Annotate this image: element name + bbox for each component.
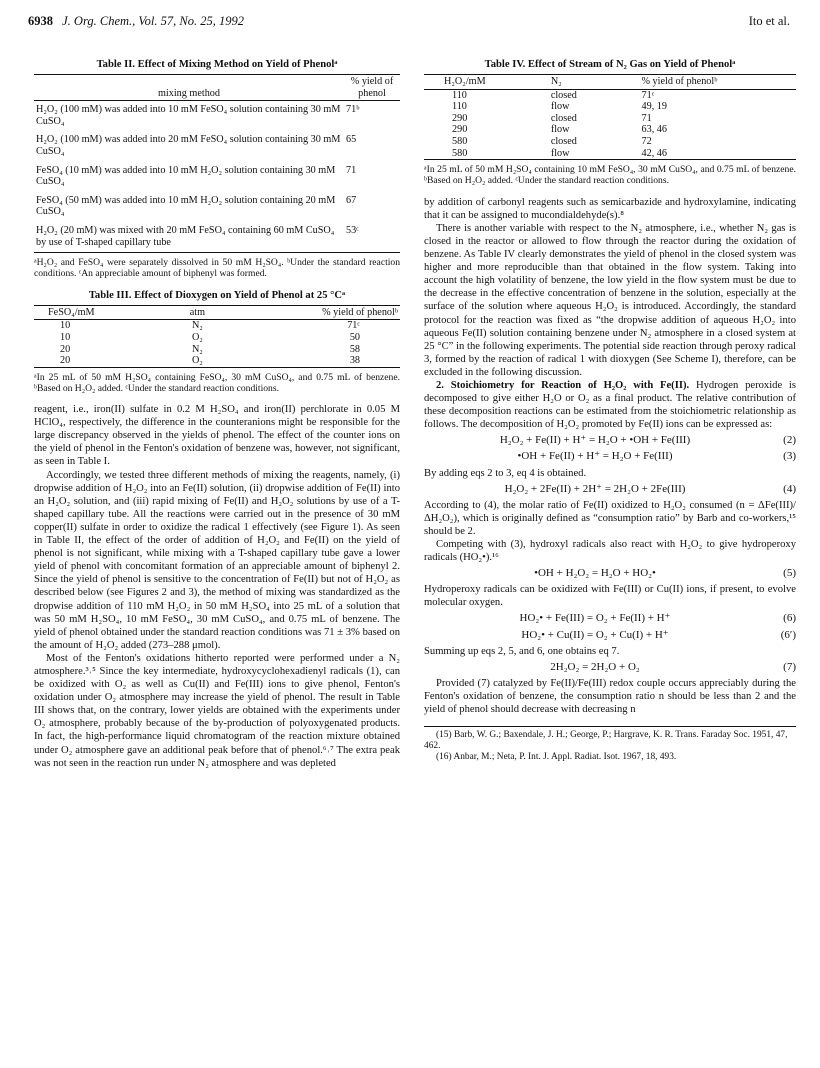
table-cell: 10: [60, 320, 71, 332]
equation-5: [424, 567, 796, 580]
equation-number: (7): [783, 660, 796, 673]
table-cell: H₂O₂ (100 mM) was added into 20 mM FeSO₄ solution containing 30 mM CuSO₄: [36, 134, 341, 158]
body-paragraph: Hydrogen peroxide is decomposed to give either H₂O or O₂ as a final product. The relative contribution of these decomposition reactions can be estimated from the stoichiometric relationship as follows. The decomposition of H₂O₂ promoted by Fe(II) ions can be expressed as:: [424, 379, 797, 431]
equation-text: •OH + H₂O₂ = H₂O + HO₂•: [534, 567, 656, 580]
table-3-header-atm: atm: [176, 305, 220, 320]
table-2: [34, 58, 400, 280]
body-paragraph: by addition of carbonyl reagents such as semicarbazide and hydroxylamine, indicating that it can be assigned to mucondialdehyde(s).⁸: [424, 196, 796, 221]
body-paragraph: Accordingly, we tested three different methods of mixing the reagents, namely, (i) dropwise addition of H₂O₂ into an Fe(II) solution, (ii) dropwise addition of Fe(II) into an H₂O₂ solution, and (iii) rapid mixing of Fe(II) and H₂O₂ solutions by use of a T-shaped capillary tube. All the reactions were carried out in the presence of 30 mM copper(II) sulfate in order to oxidize the radical 1 effectively (see Figure 1). As seen in Table II, the effect of the order of addition of H₂O₂ and Fe(II) on the yield of phenol is not significant, while mixing with a T-shaped capillary tube gave a lower yield of phenol with concomitant formation of an appreciable amount of biphenyl 2. Since the yield of phenol is sensitive to the concentration of Fe(II) but not of H₂O₂ as described below (see Figures 2 and 3), the method of mixing was standardized as the dropwise addition of 110 mM H₂O₂ in 50 mM H₂SO₄ into 25 mL of a solution that was 50 mM H₂SO₄, 10 mM FeSO₄, 30 mM CuSO₄, and 0.75 mL of benzene. The yield of phenol obtained under the standard reaction conditions was 71 ± 3% based on the amount of H₂O₂ added (273–288 μmol).: [34, 469, 400, 651]
table-3-footnote: ᵃIn 25 mL of 50 mM H₂SO₄ containing FeSO₄, 30 mM CuSO₄, and 0.75 mL of benzene. ᵇBased on H₂O₂ added. ᶜUnder the standard reaction conditions.: [34, 371, 400, 394]
equation-7: [424, 661, 796, 674]
table-cell: flow: [550, 124, 570, 136]
equation-text: HO₂• + Cu(II) = O₂ + Cu(I) + H⁺: [521, 628, 669, 641]
table-cell: O₂: [191, 331, 203, 343]
section-heading: 2. Stoichiometry for Reaction of H₂O₂ with Fe(II).: [436, 379, 690, 391]
table-cell: 58: [349, 343, 360, 355]
left-column: [34, 58, 400, 770]
equation-number: (5): [783, 567, 796, 580]
table-cell: closed: [550, 89, 577, 101]
equation-number: (3): [783, 450, 796, 463]
table-cell: 63, 46: [641, 124, 667, 136]
equation-2: [424, 434, 796, 447]
table-4-header-yield: % yield of phenolᵇ: [612, 75, 796, 90]
table-2-grid: [34, 74, 400, 253]
equation-number: (6′): [780, 628, 796, 641]
body-paragraph: reagent, i.e., iron(II) sulfate in 0.2 M H₂SO₄ and iron(II) perchlorate in 0.05 M HClO₄, respectively, the difference in the counteranions might be responsible for the large discrepancy observed in the yields of phenol. The effect of the counter ions on the yield of phenol in the Fenton's oxidation of benzene was, however, not significant, as seen in Table I.: [34, 404, 400, 468]
table-cell: 65: [346, 134, 357, 146]
table-cell: 290: [452, 124, 468, 136]
table-row: [424, 124, 796, 136]
table-row: [34, 162, 400, 192]
table-cell: flow: [550, 101, 570, 113]
table-4-header-n2: N₂: [533, 75, 612, 90]
equation-text: HO₂• + Fe(III) = O₂ + Fe(II) + H⁺: [519, 612, 671, 625]
table-cell: 71: [641, 112, 652, 124]
table-cell: 50: [349, 331, 360, 343]
right-column: [424, 58, 796, 763]
equation-3: [424, 450, 796, 463]
page-header: [28, 14, 790, 32]
equation-number: (2): [783, 434, 796, 447]
body-paragraph: Most of the Fenton's oxidations hitherto reported were performed under a N₂ atmosphere.³˒⁵ Since the key intermediate, hydroxycyclohexadienyl radicals (1), can be oxidized with O₂ as well as Cu(II) and Fe(III) ions to give phenol, Fenton's oxidation under O₂ atmosphere may increase the yield of phenol. The result in Table III shows that, on the contrary, lower yields are obtained with the experiments under O₂ atmosphere, probably because of the by-production of polyoxygenated products. In fact, the high-performance liquid chromatogram of the reaction mixture obtained under O₂ atmosphere gave an additional peak before that of phenol.⁶˒⁷ The extra peak was not seen in the reaction run under N₂ atmosphere and was depleted: [34, 652, 400, 769]
page-number: 6938: [28, 14, 53, 28]
table-cell: 71ᶜ: [347, 320, 360, 332]
table-row: [34, 222, 400, 253]
table-row: [424, 136, 796, 148]
table-cell: 290: [452, 112, 468, 124]
body-paragraph: Provided (7) catalyzed by Fe(II)/Fe(III) redox couple occurs appreciably during the Fenton's oxidation of benzene, the consumption ratio n should be less than 2 and the yield of phenol should decrease with decreasing n: [424, 677, 796, 716]
table-cell: flow: [550, 147, 570, 159]
table-cell: 53ᶜ: [346, 225, 359, 237]
table-2-footnote: ᵃH₂O₂ and FeSO₄ were separately dissolved in 50 mM H₂SO₄. ᵇUnder the standard reaction conditions. ᶜAn appreciable amount of biphenyl was formed.: [34, 257, 400, 280]
equation-number: (4): [783, 482, 796, 495]
body-paragraph: According to (4), the molar ratio of Fe(II) oxidized to H₂O₂ consumed (n = ΔFe(III)/ΔH₂O₂), which is originally defined as “consumption ratio” by Barb and co-workers,¹⁵ should be 2.: [424, 499, 796, 537]
table-cell: 42, 46: [641, 147, 667, 159]
table-row: [34, 355, 400, 367]
equation-number: (6): [783, 612, 796, 625]
table-cell: 72: [641, 136, 652, 148]
table-row: [34, 332, 400, 344]
table-cell: 71ᶜ: [641, 89, 655, 101]
table-3-header-feso4: FeSO₄/mM: [34, 305, 176, 320]
equation-4: [424, 483, 796, 496]
table-4-header-h2o2: H₂O₂/mM: [424, 75, 533, 90]
table-row: [424, 101, 796, 113]
body-paragraph: By adding eqs 2 to 3, eq 4 is obtained.: [424, 467, 587, 479]
table-3-grid: [34, 305, 400, 368]
body-paragraph: Summing up eqs 2, 5, and 6, one obtains eq 7.: [424, 645, 620, 657]
table-cell: 110: [452, 89, 467, 101]
table-row: [34, 101, 400, 132]
table-cell: 580: [452, 136, 468, 148]
table-cell: closed: [550, 112, 577, 124]
table-row: [424, 113, 796, 125]
table-2-caption: Table II. Effect of Mixing Method on Yield of Phenolᵃ: [96, 59, 338, 70]
equation-text: H₂O₂ + 2Fe(II) + 2H⁺ = 2H₂O + 2Fe(III): [504, 482, 686, 495]
journal-citation: J. Org. Chem., Vol. 57, No. 25, 1992: [62, 14, 244, 28]
table-cell: closed: [550, 136, 577, 148]
reference-item: (15) Barb, W. G.; Baxendale, J. H.; George, P.; Hargrave, K. R. Trans. Faraday Soc. 1951, 47, 462.: [424, 730, 788, 752]
table-4-caption: Table IV. Effect of Stream of N₂ Gas on Yield of Phenolᵃ: [484, 59, 736, 70]
table-3-caption: Table III. Effect of Dioxygen on Yield of Phenol at 25 °Cᵃ: [88, 289, 346, 301]
table-cell: O₂: [191, 355, 203, 367]
table-4-grid: [424, 74, 796, 160]
reference-item: (16) Anbar, M.; Neta, P. Int. J. Appl. Radiat. Isot. 1967, 18, 493.: [436, 752, 677, 763]
table-row: [34, 320, 400, 332]
table-4-footnote: ᵃIn 25 mL of 50 mM H₂SO₄ containing 10 mM FeSO₄, 30 mM CuSO₄, and 0.75 mL of benzene. ᵇBased on H₂O₂ added. ᶜUnder the standard reaction conditions.: [424, 164, 796, 187]
table-cell: 580: [452, 147, 468, 159]
table-row: [34, 344, 400, 356]
table-cell: 20: [60, 343, 71, 355]
table-cell: H₂O₂ (20 mM) was mixed with 20 mM FeSO₄ containing 60 mM CuSO₄ by use of T-shaped capillary tube: [36, 225, 335, 248]
table-cell: 110: [452, 101, 467, 113]
table-2-header-method: mixing method: [34, 75, 344, 101]
equation-text: H₂O₂ + Fe(II) + H⁺ = H₂O + •OH + Fe(III): [499, 434, 691, 447]
table-cell: N₂: [191, 320, 203, 332]
references: [424, 726, 796, 763]
table-row: [34, 131, 400, 161]
table-cell: 71: [346, 164, 357, 176]
table-cell: FeSO₄ (10 mM) was added into 10 mM H₂O₂ solution containing 30 mM CuSO₄: [36, 164, 336, 188]
table-row: [34, 192, 400, 222]
table-cell: 49, 19: [641, 101, 667, 113]
table-4: [424, 58, 796, 187]
body-paragraph: There is another variable with respect to the N₂ atmosphere, i.e., whether N₂ gas is closed in the reactor or allowed to flow through the reactor during the oxidation of benzene. As Table IV clearly demonstrates the yield of phenol in the closed system was higher and more reproducible than that obtained in the flow system. Taking into account the high volatility of benzene, the low yield in the flow system must be due to the decrease in the effective concentration of benzene in the solution, especially at the surface of the solution where aqueous H₂O₂ is introduced. Accordingly, the standard protocol for the reaction was fixed as “the dropwise addition of aqueous H₂O₂ into aqueous Fe(II) solution containing benzene under N₂ atmosphere in a closed system at 25 °C” in the following experiments. The potential side reaction through peroxy radical 3, formed by the reaction of radical 1 with dioxygen (See Scheme I), therefore, can be excluded in the following discussion.: [424, 222, 796, 378]
table-cell: 10: [60, 331, 71, 343]
table-cell: H₂O₂ (100 mM) was added into 10 mM FeSO₄ solution containing 30 mM CuSO₄: [36, 104, 341, 127]
running-authors: Ito et al.: [748, 14, 790, 28]
table-cell: FeSO₄ (50 mM) was added into 10 mM H₂O₂ solution containing 20 mM CuSO₄: [36, 194, 336, 218]
equation-6: [424, 612, 796, 625]
body-paragraph: Hydroperoxy radicals can be oxidized with Fe(III) or Cu(II) ions, if present, to evolve molecular oxygen.: [424, 584, 796, 609]
table-cell: 38: [349, 355, 360, 367]
equation-text: •OH + Fe(II) + H⁺ = H₂O + Fe(III): [517, 450, 673, 463]
table-3-header-yield: % yield of phenolᵇ: [219, 305, 400, 320]
table-cell: 67: [346, 194, 357, 206]
table-cell: 20: [60, 355, 71, 367]
table-2-header-yield: % yield of phenol: [344, 75, 400, 101]
table-cell: 71ᵇ: [346, 104, 360, 116]
equation-6-prime: [424, 629, 796, 642]
equation-text: 2H₂O₂ = 2H₂O + O₂: [550, 660, 640, 673]
table-row: [424, 89, 796, 101]
body-paragraph: Competing with (3), hydroxyl radicals also react with H₂O₂ to give hydroperoxy radicals (HO₂•).¹⁶: [424, 539, 796, 564]
table-3: [34, 289, 400, 394]
table-row: [424, 148, 796, 160]
table-cell: N₂: [191, 343, 203, 355]
